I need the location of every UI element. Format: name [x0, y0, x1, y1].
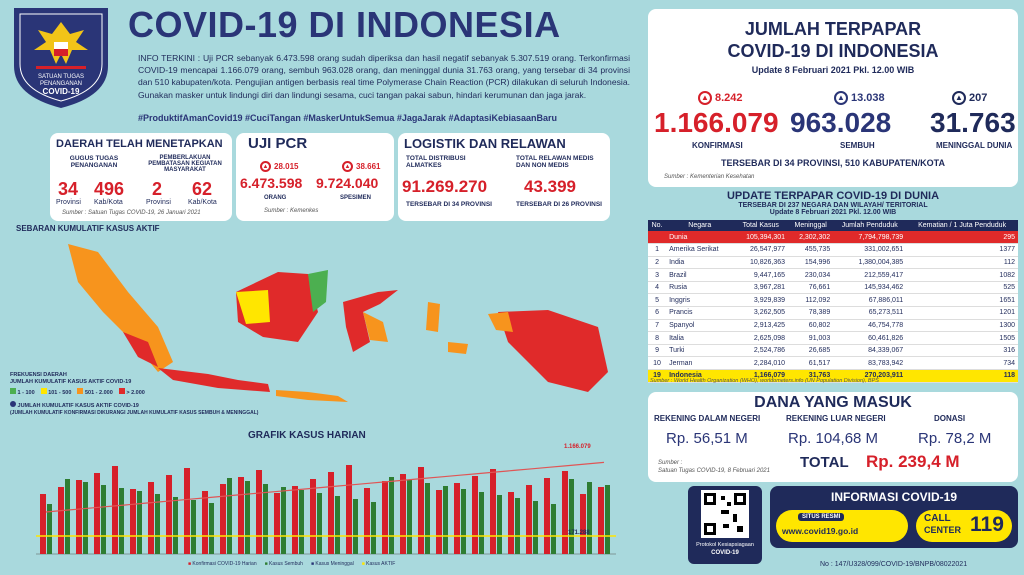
- logistik-v1: 91.269.270: [402, 177, 488, 196]
- table-cell: 2,625,098: [733, 332, 788, 345]
- daily-recovered-bar: [83, 482, 88, 554]
- th-penduduk: Jumlah Penduduk: [833, 220, 906, 231]
- table-row: [648, 357, 1018, 370]
- daily-confirmed-bar: [598, 487, 604, 554]
- daily-recovered-bar: [587, 482, 592, 554]
- daerah-n4: 62: [192, 179, 213, 199]
- daerah-source: Sumber : Satuan Tugas COVID-19, 26 Januari 2021: [62, 210, 201, 216]
- table-cell: 3,262,505: [733, 307, 788, 320]
- table-cell: 91,003: [788, 332, 833, 345]
- legend-note2: (JUMLAH KUMULATIF KONFIRMASI DIKURANGI JUMLAH KUMULATIF KASUS SEMBUH & MENINGGAL): [10, 410, 259, 416]
- sembuh-label: SEMBUH: [840, 141, 875, 150]
- dana-v3: Rp. 78,2 M: [918, 430, 992, 447]
- daily-recovered-bar: [443, 486, 448, 554]
- daily-recovered-bar: [119, 488, 124, 554]
- pcr-v1: 6.473.598: [240, 175, 303, 191]
- call-center-button[interactable]: [916, 510, 1012, 542]
- konfirmasi-label: KONFIRMASI: [692, 141, 743, 150]
- daily-recovered-bar: [515, 498, 520, 554]
- legend-title2: JUMLAH KUMULATIF KASUS AKTIF COVID-19: [10, 379, 132, 385]
- table-cell: 2,524,786: [733, 344, 788, 357]
- daerah-l1: Provinsi: [56, 199, 81, 206]
- table-cell: 734: [906, 357, 1018, 370]
- table-cell: 26,685: [788, 344, 833, 357]
- daily-recovered-bar: [209, 503, 214, 554]
- table-cell: 78,389: [788, 307, 833, 320]
- table-cell: 1,166,079: [733, 370, 788, 383]
- logistik-title: LOGISTIK DAN RELAWAN: [404, 136, 566, 151]
- table-cell: 105,394,301: [733, 231, 788, 244]
- daily-recovered-bar: [479, 492, 484, 554]
- daily-recovered-bar: [551, 504, 556, 554]
- call-label2: CENTER: [924, 525, 962, 535]
- th-no: No.: [648, 220, 666, 231]
- table-row: [648, 244, 1018, 257]
- table-cell: Dunia: [666, 231, 733, 244]
- table-cell: 6: [648, 307, 666, 320]
- daerah-n2: 496: [94, 179, 125, 199]
- legend-item-2: 101 - 500: [41, 388, 72, 397]
- legend-item-1: 1 - 100: [10, 388, 35, 397]
- table-cell: 4: [648, 281, 666, 294]
- daerah-n1: 34: [58, 179, 79, 199]
- table-cell: 2,913,425: [733, 319, 788, 332]
- world-subtitle: TERSEBAR DI 237 NEGARA DAN WILAYAH/ TERITORIAL: [738, 202, 928, 209]
- table-cell: 145,934,462: [833, 281, 906, 294]
- table-cell: 316: [906, 344, 1018, 357]
- map-legend: [10, 372, 258, 417]
- legend-items: [10, 388, 258, 397]
- indonesia-map: [8, 224, 640, 432]
- logo-line1: SATUAN TUGAS: [37, 74, 85, 80]
- table-row: [648, 307, 1018, 320]
- daerah-card: [50, 133, 232, 221]
- satgas-logo: [6, 6, 116, 110]
- world-header: [648, 190, 1018, 216]
- table-row: [648, 319, 1018, 332]
- table-cell: 10,826,363: [733, 256, 788, 269]
- table-cell: 1505: [906, 332, 1018, 345]
- daily-chart-svg: [28, 442, 624, 568]
- table-cell: 67,886,011: [833, 294, 906, 307]
- table-cell: 2: [648, 256, 666, 269]
- world-source: Sumber : World Health Organization (WHO), worldometers.info (UN Population Division), BPS: [650, 378, 879, 384]
- total-confirmed-line: [46, 462, 604, 512]
- table-cell: 1,380,004,385: [833, 256, 906, 269]
- table-cell: 270,203,911: [833, 370, 906, 383]
- summary-update: Update 8 Februari 2021 Pkl. 12.00 WIB: [751, 65, 915, 75]
- meninggal-value: 31.763: [930, 107, 1016, 138]
- table-cell: 60,802: [788, 319, 833, 332]
- daily-confirmed-bar: [310, 479, 316, 554]
- daily-recovered-bar: [317, 493, 322, 554]
- pcr-card: [236, 133, 394, 221]
- daily-confirmed-bar: [40, 494, 46, 554]
- table-cell: 7,794,798,739: [833, 231, 906, 244]
- logo-line3: COVID-19: [42, 87, 80, 96]
- pcr-inc1: ▲ 28.015: [260, 161, 298, 172]
- sembuh-increase: ▲ 13.038: [834, 91, 885, 105]
- dana-total-value: Rp. 239,4 M: [866, 452, 960, 471]
- chart-legend-1: ■ Konfirmasi COVID-19 Harian: [188, 561, 257, 567]
- daily-recovered-bar: [461, 489, 466, 554]
- daily-recovered-bar: [389, 477, 394, 554]
- daily-confirmed-bar: [274, 493, 280, 554]
- table-cell: 295: [906, 231, 1018, 244]
- daily-recovered-bar: [281, 487, 286, 554]
- table-cell: 3,967,281: [733, 281, 788, 294]
- daily-confirmed-bar: [472, 476, 478, 554]
- logistik-card: [398, 133, 610, 221]
- table-cell: 112: [906, 256, 1018, 269]
- pcr-inc2: ▲ 38.661: [342, 161, 380, 172]
- world-title: UPDATE TERPAPAR COVID-19 DI DUNIA: [726, 190, 940, 202]
- table-cell: 84,339,067: [833, 344, 906, 357]
- document-number: No : 147/U328/099/COVID-19/BNPB/08022021: [820, 561, 968, 568]
- table-cell: Amerika Serikat: [666, 244, 733, 257]
- legend-item-3: 501 - 2.000: [77, 388, 112, 397]
- table-row: [648, 281, 1018, 294]
- pcr-l1: ORANG: [264, 195, 287, 201]
- dana-source2: Satuan Tugas COVID-19, 8 Februari 2021: [658, 468, 770, 474]
- legend-title1: FREKUENSI DAERAH: [10, 372, 67, 378]
- table-cell: 65,273,511: [833, 307, 906, 320]
- info-title: INFORMASI COVID-19: [830, 490, 957, 504]
- daily-confirmed-bar: [94, 473, 100, 554]
- world-total-row: [648, 231, 1018, 244]
- daily-confirmed-bar: [238, 477, 244, 554]
- legend-item-4: > 2.000: [119, 388, 145, 397]
- pcr-l2: SPESIMEN: [340, 195, 372, 201]
- daily-recovered-bar: [407, 480, 412, 554]
- th-meninggal: Meninggal: [788, 220, 833, 231]
- table-cell: Rusia: [666, 281, 733, 294]
- site-label: SITUS RESMI: [798, 513, 844, 521]
- daily-confirmed-bar: [130, 489, 136, 554]
- up-arrow-icon: ▲: [952, 91, 966, 105]
- daily-recovered-bar: [353, 499, 358, 554]
- daily-recovered-bar: [335, 496, 340, 554]
- chart-last-label: 1.166.079: [564, 444, 591, 450]
- daily-confirmed-bar: [364, 488, 370, 554]
- table-cell: 9,447,165: [733, 269, 788, 282]
- daily-confirmed-bar: [202, 491, 208, 554]
- table-cell: 2,302,302: [788, 231, 833, 244]
- logistik-v2: 43.399: [524, 177, 576, 196]
- table-cell: Jerman: [666, 357, 733, 370]
- page-title: COVID-19 DI INDONESIA: [128, 4, 561, 45]
- table-cell: 2,284,010: [733, 357, 788, 370]
- daily-confirmed-bar: [328, 472, 334, 554]
- daily-confirmed-bar: [454, 483, 460, 554]
- table-cell: 1082: [906, 269, 1018, 282]
- daerah-col1: GUGUS TUGAS PENANGANAN: [69, 155, 119, 169]
- konfirmasi-value: 1.166.079: [654, 107, 779, 138]
- table-cell: 46,754,778: [833, 319, 906, 332]
- daily-confirmed-bar: [256, 470, 262, 554]
- daily-confirmed-bar: [400, 474, 406, 554]
- daily-confirmed-bar: [490, 469, 496, 554]
- daily-confirmed-bar: [220, 484, 226, 554]
- up-arrow-icon: ▲: [260, 161, 271, 172]
- table-cell: 1201: [906, 307, 1018, 320]
- sembuh-value: 963.028: [790, 107, 892, 138]
- qr-code-icon: [701, 490, 749, 538]
- table-header-row: [648, 220, 1018, 231]
- table-cell: 26,547,977: [733, 244, 788, 257]
- pcr-source: Sumber : Kemenkes: [264, 208, 319, 214]
- chart-title: GRAFIK KASUS HARIAN: [248, 430, 366, 441]
- table-cell: 7: [648, 319, 666, 332]
- dana-v1: Rp. 56,51 M: [666, 430, 748, 447]
- logistik-c1: TOTAL DISTRIBUSI ALMATKES: [406, 155, 466, 169]
- daily-confirmed-bar: [508, 492, 514, 554]
- table-cell: Brazil: [666, 269, 733, 282]
- daily-confirmed-bar: [544, 478, 550, 554]
- table-cell: 331,002,651: [833, 244, 906, 257]
- daily-recovered-bar: [605, 485, 610, 554]
- table-cell: 3,929,839: [733, 294, 788, 307]
- table-cell: Spanyol: [666, 319, 733, 332]
- daily-confirmed-bar: [76, 480, 82, 554]
- daily-confirmed-bar: [148, 482, 154, 554]
- table-cell: 76,661: [788, 281, 833, 294]
- daily-confirmed-bar: [580, 494, 586, 554]
- table-cell: 1651: [906, 294, 1018, 307]
- daily-recovered-bar: [65, 479, 70, 554]
- table-cell: 112,092: [788, 294, 833, 307]
- daily-confirmed-bar: [418, 467, 424, 554]
- intro-text: INFO TERKINI : Uji PCR sebanyak 6.473.598 orang sudah diperiksa dan hasil negatif sebanyak 5.307.519 orang. Terkonfirmasi COVID-19 mencapai 1.166.079 orang, sembuh 963.028 orang, dan meninggal dunia 31.763 orang, yang tersebar di 34 provinsi dan 510 kabupaten/kota. Pengujian antigen berbasis real time Polymerase Chain Reaction (PCR) dilakukan di seluruh Indonesia. Gunakan masker untuk lindungi diri dan lindungi sesama, cuci tangan pakai sabun, hindari kerumunan dan jaga jarak.: [138, 53, 630, 100]
- summary-title: JUMLAH TERPAPAR: [744, 19, 922, 39]
- up-arrow-icon: ▲: [342, 161, 353, 172]
- daily-recovered-bar: [101, 485, 106, 554]
- table-cell: 3: [648, 269, 666, 282]
- world-update: Update 8 Februari 2021 Pkl. 12.00 WIB: [769, 209, 897, 216]
- table-cell: 83,783,942: [833, 357, 906, 370]
- dana-l2: REKENING LUAR NEGERI: [786, 414, 886, 423]
- daerah-col2: PEMBERLAKUAN PEMBATASAN KEGIATAN MASYARAKAT: [148, 155, 222, 173]
- call-number: 119: [970, 513, 1004, 536]
- daily-recovered-bar: [191, 500, 196, 554]
- daily-recovered-bar: [425, 483, 430, 554]
- table-cell: 212,559,417: [833, 269, 906, 282]
- dana-total-label: TOTAL: [800, 454, 849, 471]
- dana-source1: Sumber :: [658, 460, 683, 466]
- daily-recovered-bar: [299, 490, 304, 554]
- logistik-s1: TERSEBAR DI 34 PROVINSI: [406, 201, 492, 208]
- chart-legend-3: ■ Kasus Meninggal: [310, 561, 354, 567]
- map-title: SEBARAN KUMULATIF KASUS AKTIF: [16, 224, 160, 233]
- chart-legend-4: ■ Kasus AKTIF: [361, 561, 396, 567]
- table-cell: 230,034: [788, 269, 833, 282]
- table-cell: 61,517: [788, 357, 833, 370]
- table-cell: Inggris: [666, 294, 733, 307]
- chart-legend: [188, 561, 395, 567]
- dana-v2: Rp. 104,68 M: [788, 430, 879, 447]
- table-row: [648, 294, 1018, 307]
- daily-confirmed-bar: [292, 486, 298, 554]
- table-cell: 5: [648, 294, 666, 307]
- daerah-l4: Kab/Kota: [188, 199, 217, 206]
- table-cell: 455,735: [788, 244, 833, 257]
- summary-spread: TERSEBAR DI 34 PROVINSI, 510 KABUPATEN/KOTA: [720, 158, 946, 168]
- daily-recovered-bar: [497, 495, 502, 554]
- up-arrow-icon: ▲: [698, 91, 712, 105]
- summary-card: [648, 9, 1018, 187]
- pcr-v2: 9.724.040: [316, 175, 379, 191]
- table-cell: 154,996: [788, 256, 833, 269]
- hashtags: #ProduktifAmanCovid19 #CuciTangan #MaskerUntukSemua #JagaJarak #AdaptasiKebiasaanBaru: [138, 113, 557, 123]
- table-cell: [648, 231, 666, 244]
- daily-recovered-bar: [137, 491, 142, 554]
- pcr-title: UJI PCR: [248, 135, 308, 152]
- table-cell: 1: [648, 244, 666, 257]
- world-table: [648, 220, 1018, 383]
- legend-note1: JUMLAH KUMULATIF KASUS AKTIF COVID-19: [10, 401, 258, 410]
- meninggal-label: MENINGGAL DUNIA: [936, 141, 1013, 150]
- summary-source: Sumber : Kementerian Kesehatan: [664, 174, 755, 180]
- table-row: [648, 269, 1018, 282]
- table-cell: 60,461,826: [833, 332, 906, 345]
- daily-confirmed-bar: [112, 466, 118, 554]
- daily-recovered-bar: [371, 502, 376, 554]
- chart-legend-2: ■ Kasus Sembuh: [264, 561, 303, 567]
- daily-confirmed-bar: [562, 471, 568, 554]
- daily-recovered-bar: [533, 501, 538, 554]
- site-url: www.covid19.go.id: [782, 526, 859, 536]
- daily-recovered-bar: [227, 478, 232, 554]
- table-row: [648, 256, 1018, 269]
- table-cell: 31,763: [788, 370, 833, 383]
- daerah-n3: 2: [152, 179, 163, 199]
- qr-panel[interactable]: [688, 486, 762, 564]
- website-button[interactable]: [776, 510, 908, 542]
- up-arrow-icon: ▲: [834, 91, 848, 105]
- daily-recovered-bar: [155, 494, 160, 554]
- logistik-c2: TOTAL RELAWAN MEDIS DAN NON MEDIS: [516, 155, 594, 169]
- daerah-l3: Provinsi: [146, 199, 171, 206]
- th-total: Total Kasus: [733, 220, 788, 231]
- daily-recovered-bar: [173, 497, 178, 554]
- logo-line2: PENANGANAN: [39, 81, 82, 87]
- dana-title: DANA YANG MASUK: [754, 394, 912, 411]
- dana-l1: REKENING DALAM NEGERI: [654, 414, 761, 423]
- table-row: [648, 332, 1018, 345]
- dana-l3: DONASI: [934, 414, 966, 423]
- table-cell: 10: [648, 357, 666, 370]
- table-cell: Prancis: [666, 307, 733, 320]
- th-negara: Negara: [666, 220, 733, 231]
- table-cell: Indonesia: [666, 370, 733, 383]
- info-panel: [770, 486, 1018, 548]
- daily-recovered-bar: [569, 479, 574, 554]
- qr-caption2: COVID-19: [711, 550, 739, 556]
- daerah-l2: Kab/Kota: [94, 199, 123, 206]
- table-cell: India: [666, 256, 733, 269]
- table-cell: Turki: [666, 344, 733, 357]
- daily-confirmed-bar: [382, 481, 388, 554]
- daily-recovered-bar: [263, 484, 268, 554]
- logistik-s2: TERSEBAR DI 26 PROVINSI: [516, 201, 602, 208]
- daily-confirmed-bar: [346, 465, 352, 554]
- daily-confirmed-bar: [526, 485, 532, 554]
- summary-subtitle: COVID-19 DI INDONESIA: [727, 41, 939, 61]
- table-cell: Italia: [666, 332, 733, 345]
- call-label1: CALL: [924, 513, 951, 524]
- table-cell: 9: [648, 344, 666, 357]
- th-kematian: Kematian / 1 Juta Penduduk: [906, 220, 1018, 231]
- table-cell: 118: [906, 370, 1018, 383]
- table-cell: 19: [648, 370, 666, 383]
- qr-caption1: Protokol Kesiapsiagaan: [696, 542, 754, 548]
- table-cell: 525: [906, 281, 1018, 294]
- daily-confirmed-bar: [58, 487, 64, 554]
- daily-confirmed-bar: [436, 490, 442, 554]
- table-cell: 8: [648, 332, 666, 345]
- daerah-title: DAERAH TELAH MENETAPKAN: [56, 138, 223, 150]
- daily-chart: [8, 430, 628, 572]
- table-row: [648, 344, 1018, 357]
- daily-confirmed-bar: [166, 475, 172, 554]
- chart-bottom-label: 171.288: [568, 530, 590, 536]
- konfirmasi-increase: ▲ 8.242: [698, 91, 743, 105]
- meninggal-increase: ▲ 207: [952, 91, 987, 105]
- table-cell: 1377: [906, 244, 1018, 257]
- daily-recovered-bar: [245, 481, 250, 554]
- daily-confirmed-bar: [184, 468, 190, 554]
- table-cell: 1300: [906, 319, 1018, 332]
